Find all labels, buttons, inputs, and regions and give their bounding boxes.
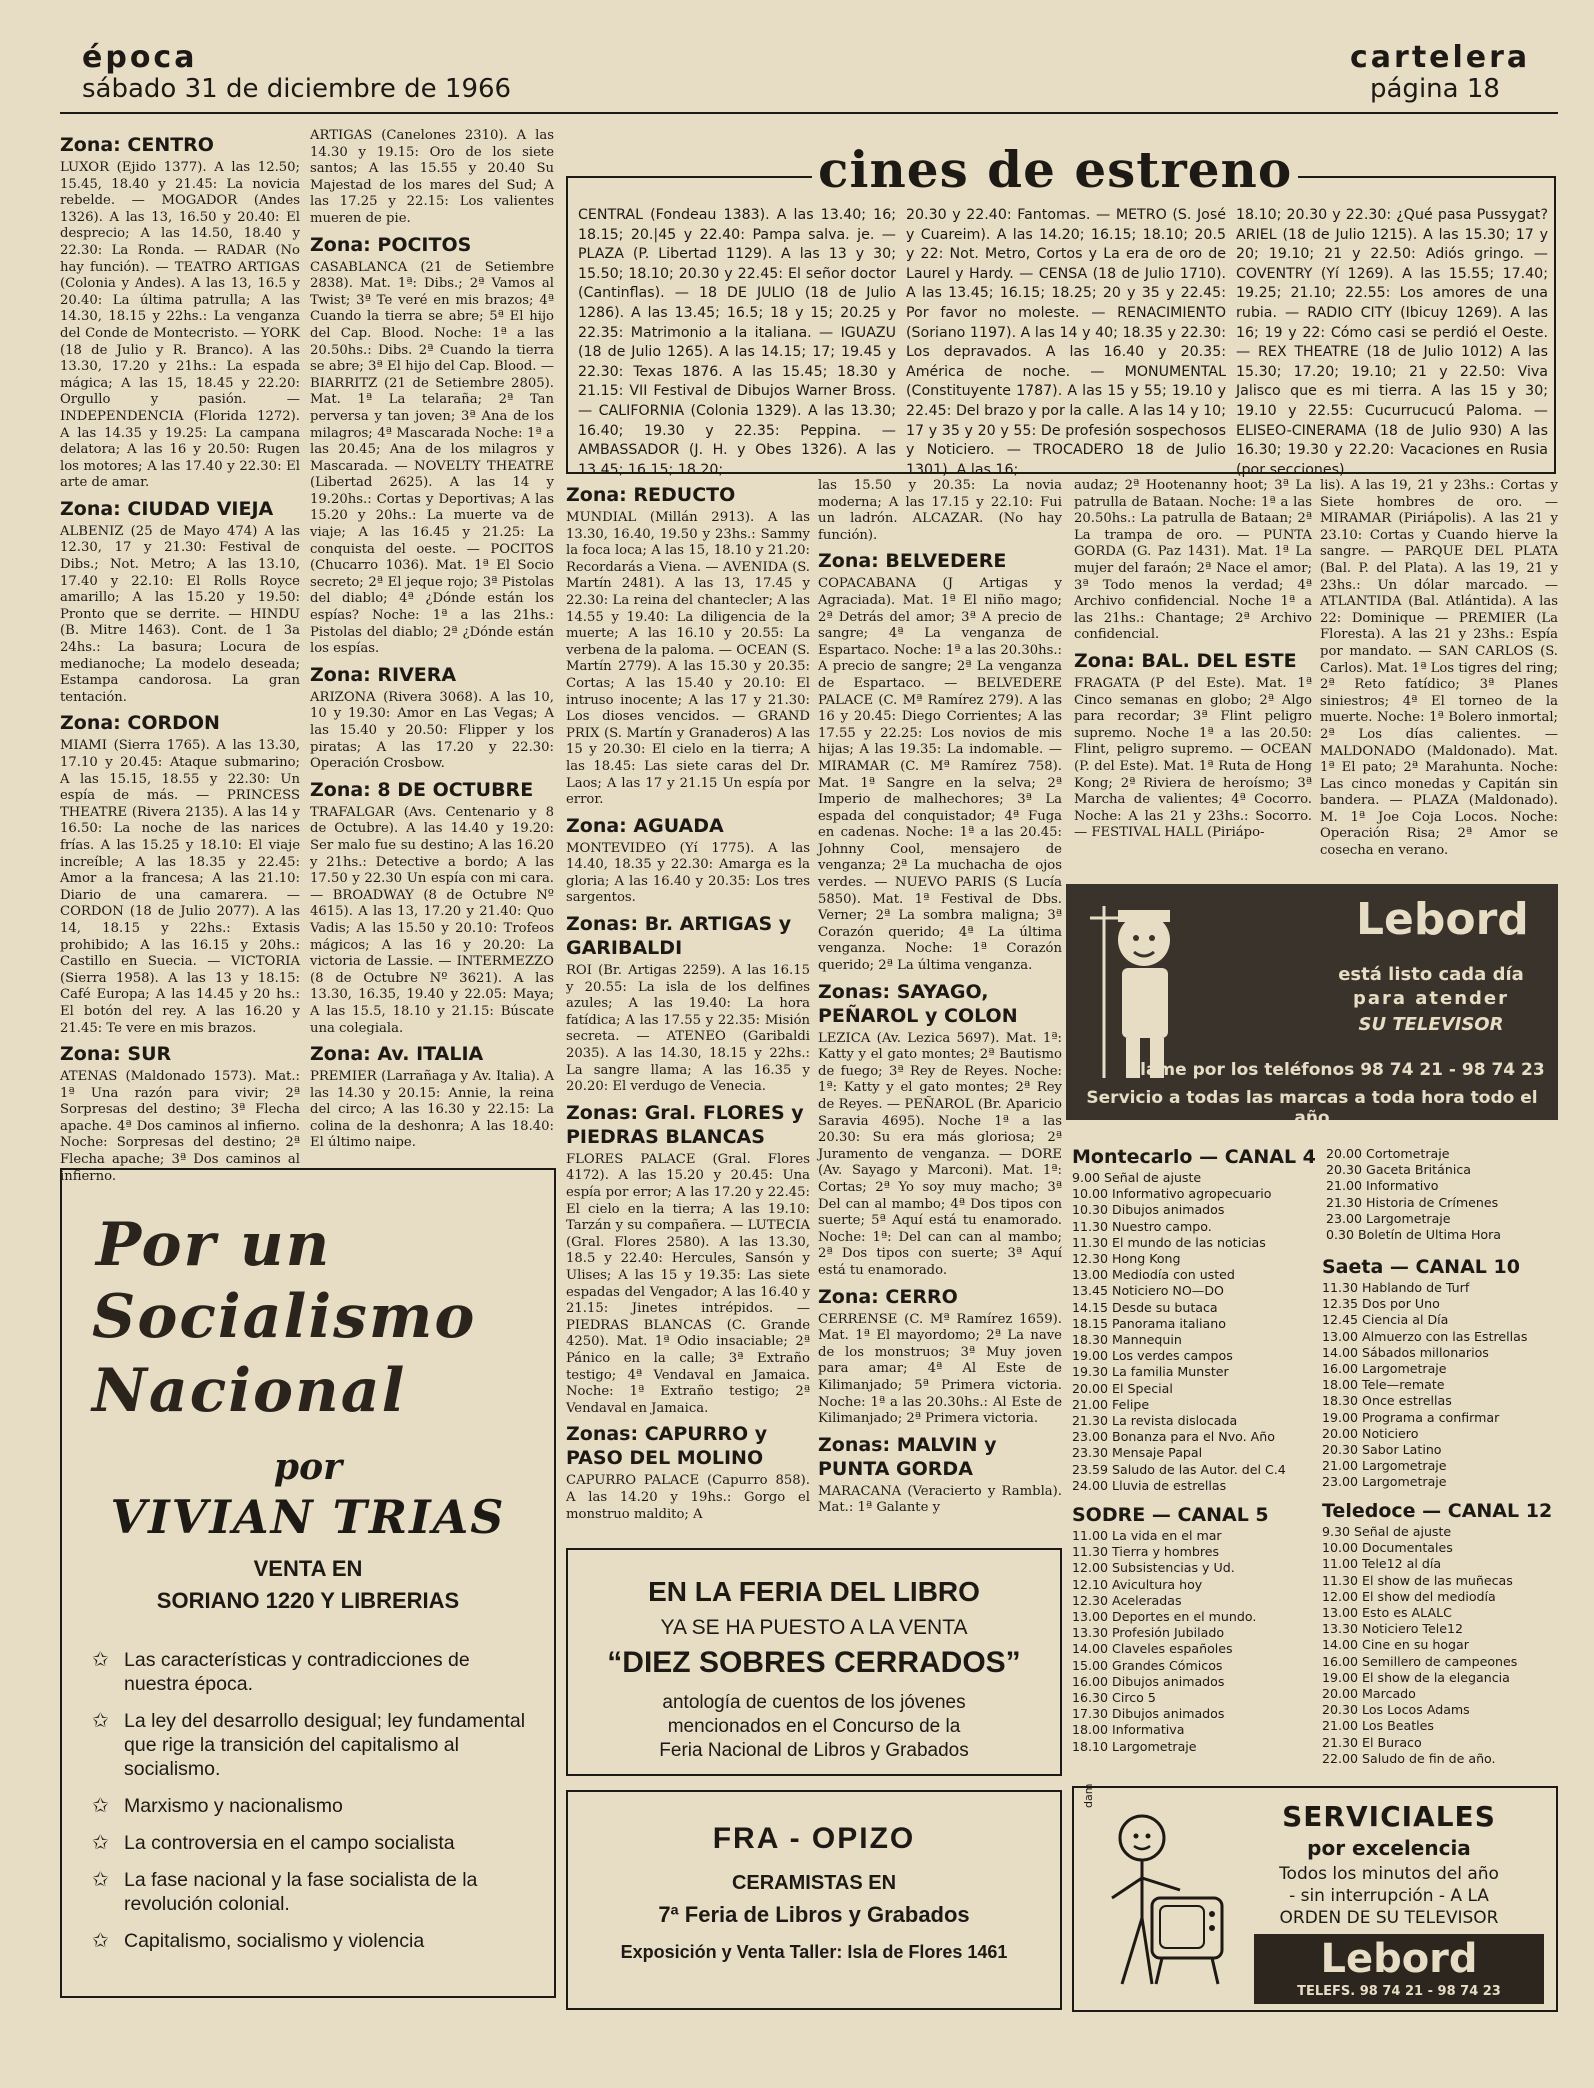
tv-program: 12.00 El show del mediodía [1322,1588,1496,1604]
star-bullet-icon: ✩ [92,1795,109,1817]
tv-program: 19.30 La familia Munster [1072,1364,1229,1380]
tv-program: 18.30 Once estrellas [1322,1393,1452,1409]
lebord-line3: SU TELEVISOR [1358,1014,1504,1035]
cines-estreno-title: cines de estreno [812,140,1298,199]
star-bullet-icon: ✩ [92,1710,109,1732]
tv-program: 11.30 El show de las muñecas [1322,1572,1513,1588]
listing-text: CAPURRO PALACE (Capurro 858). A las 14.20 y 19hs.: Gorgo el monstruo maldito; A [566,1473,810,1522]
tv-program: 18.00 Informativa [1072,1722,1185,1738]
ad-socialismo-line1: Por un [96,1210,332,1280]
tv-program: 12.00 Subsistencias y Ud. [1072,1560,1235,1576]
lebord-phones: Llame por los teléfonos 98 74 21 - 98 74 23 [1129,1060,1545,1080]
tv-channel-title: Saeta — CANAL 10 [1322,1256,1520,1278]
tv-program: 16.00 Dibujos animados [1072,1673,1225,1689]
tv-program: 12.35 Dos por Uno [1322,1296,1440,1312]
cines-col-b: 20.30 y 22.40: Fantomas. — METRO (S. José y Cuareim). A las 14.20; 16.15; 18.10; 20.5 y 22: Not. Metro, Cortos y La era de oro de Laurel y Hardy. — CENSA (18 de Julio 1710). A las 13.45; 16.15; 18.25; 20 y 35 y 22.45: Por favor no moleste. — RENACIMIENTO (Soriano 1197). A las 14 y 40; 18.35 y 22.30: Los depravados. A las 16.40 y 20.35: América de noche. — MONUMENTAL (Constituyente 1787). A las 15 y 55; 19.10 y 22.45: Del brazo y por la calle. A las 14 y 10; 17 y 35 y 20 y 55: De profesión sospechosos y Noticiero. — TROCADERO 18 de Julio 1301). A las 16; [906,207,1226,478]
tv-program: 18.00 Tele—remate [1322,1377,1445,1393]
cines-col-a: CENTRAL (Fondeau 1383). A las 13.40; 16; 18.15; 20.|45 y 22.40: Pampa salva. je. — PLAZA (P. Libertad 1129). A las 13 y 30; 15.50; 18.10; 20.30 y 22.45: El señor doctor (Cantinflas). — 18 DE JULIO (18 de Julio 1286). A las 13.45; 16.5; 18 y 15; 20.25 y 22.35: Matrimonio a la italiana. — IGUAZU (18 de Julio 1265). A las 14.15; 17; 19.45 y 22.30: Texas 1876. A las 15.45; 18.30 y 21.15: VII Festival de Dibujos Warner Bross. — CALIFORNIA (Colonia 1329). A las 13.30; 16.40; 19.30 y 22.35: Peppina. — AMBASSADOR (J. H. y Obes 1326). A las 13.45; 16.15; 18.20; [578,207,896,478]
tv-program: 21.00 Informativo [1326,1178,1439,1194]
ad-socialismo-item-text: Las características y contradicciones de nuestra época. [124,1649,470,1695]
tv-program: 9.00 Señal de ajuste [1072,1170,1202,1185]
ad-socialismo-item-text: Marxismo y nacionalismo [124,1795,343,1817]
tv-program: 20.30 Los Locos Adams [1322,1702,1470,1718]
ad-socialismo-item [92,1831,532,1855]
listing-text: TRAFALGAR (Avs. Centenario y 8 de Octubre). A las 14.40 y 19.20: Ser malo fue su destino; A las 16.20 y 21hs.: Detective a bordo; A las 17.50 y 22.30 Un espía con mi cara. — BROADWAY (8 de Octubre Nº 4615). A las 13, 17.20 y 21.40: Quo Vadis; A las 15.50 y 20.10: Trofeos mágicos; A las 16 y 20.20: La victoria de Lassie. — INTERMEZZO (8 de Octubre Nº 3621). A las 13.30, 16.35, 19.40 y 22.05: Maya; A las 15.5, 18.10 y 21.15: Búscate una colegiala. [310,804,554,1036]
cines-col-c: 18.10; 20.30 y 22.30: ¿Qué pasa Pussygat? ARIEL (18 de Julio 1215). A las 15.30; 17 y 20; 19.10; 21 y 22.50: Adiós gringo. — COVENTRY (Yí 1269). A las 15.55; 17.40; 19.25; 21.10; 22.55: Los amores de una rubia. — RADIO CITY (Ibicuy 1269). A las 16; 19 y 22: Cómo casi se perdió el Oeste. — REX THEATRE (18 de Julio 1012) A las 15.30; 17.20; 19.10; 21 y 22.50: Viva Jalisco que es mi tierra. A las 15 y 30; 19.10 y 22.55: Cucurrucucú Paloma. — ELISEO-CINERAMA (18 de Julio 930) A las 16.30; 19.30 y 22.20: Vacaciones en Rusia (por secciones). [1236,207,1548,478]
zona-heading: Zonas: CAPURRO y PASO DEL MOLINO [566,1423,768,1470]
tv-program: 14.00 Cine en su hogar [1322,1637,1469,1653]
tv-program: 23.00 Largometraje [1326,1210,1451,1226]
masthead-left-title: época [82,40,198,75]
serviciales-phones: TELEFS. 98 74 21 - 98 74 23 [1297,1984,1501,1999]
ad-socialismo-item-text: La ley del desarrollo desigual; ley fundamental que rige la transición del capitalismo al socialismo. [124,1710,526,1780]
listing-text: MIAMI (Sierra 1765). A las 13.30, 17.10 y 20.45: Ataque submarino; A las 15.15, 18.55 y 22.30: Un espía de más. — PRINCESS THEATRE (Rivera 2135). A las 14 y 16.50: La noche de las narices frías. A las 15.25 y 18.10: El viaje increíble; A las 18.35 y 22.45: Amor a la francesa; A las 21.10: Diario de una camarera. — CORDON (18 de Julio 2077). A las 14, 18.15 y 22hs.: Extasis prohibido; A las 16.15 y 20hs.: Castillo en Suecia. — VICTORIA (Sierra 1958). A las 13 y 18.15: Café Europa; A las 14.45 y 20 hs.: El botón del rey. A las 16.20 y 21.45: Te vere en mis brazos. [60,738,300,1036]
tv-canal-4 [1072,1146,1322,1493]
zona-heading: Zonas: SAYAGO, PEÑAROL y COLON [818,980,1018,1027]
tv-canal-12 [1322,1500,1558,1772]
fra-line2: 7ª Feria de Libros y Grabados [658,1902,970,1927]
tv-program: 12.30 Hong Kong [1072,1251,1181,1267]
mascot-illustration [1076,888,1226,1084]
tv-program: 24.00 Lluvia de estrellas [1072,1477,1227,1493]
ad-socialismo-venta2: SORIANO 1220 Y LIBRERIAS [156,1588,460,1613]
tv-program: 19.00 El show de la elegancia [1322,1669,1510,1685]
tv-program: 23.30 Mensaje Papal [1072,1445,1203,1461]
lebord-line1: está listo cada día [1338,964,1524,985]
tv-program: 19.00 Programa a confirmar [1322,1409,1500,1425]
star-bullet-icon: ✩ [92,1832,109,1854]
tv-program: 12.10 Avicultura hoy [1072,1576,1203,1592]
tv-canal-5 [1072,1504,1322,1772]
header-rule [60,112,1558,114]
tv-program: 15.00 Grandes Cómicos [1072,1657,1223,1673]
tv-program: 13.00 Almuerzo con las Estrellas [1322,1328,1528,1344]
serviciales-l2: - sin interrupción - A LA [1289,1886,1489,1906]
tv-program: 11.30 El mundo de las noticias [1072,1234,1266,1250]
tv-program: 13.00 Mediodía con usted [1072,1267,1235,1283]
zona-heading: Zona: CORDON [60,712,220,735]
ad-socialismo-item-text: La controversia en el campo socialista [124,1832,455,1854]
feria-desc2: mencionados en el Concurso de la [667,1716,961,1737]
star-bullet-icon: ✩ [92,1930,109,1952]
zona-heading: Zona: BELVEDERE [818,550,1007,573]
feria-desc1: antología de cuentos de los jóvenes [662,1692,966,1713]
zona-heading: Zonas: MALVIN y PUNTA GORDA [818,1433,997,1480]
feria-desc3: Feria Nacional de Libros y Grabados [659,1740,969,1761]
zona-heading: Zona: CENTRO [60,134,214,156]
zona-heading: Zona: CIUDAD VIEJA [60,497,274,520]
ad-socialismo-line2: Socialismo [92,1282,477,1352]
listing-column-2 [310,128,554,1158]
zona-heading: Zona: Av. ITALIA [310,1043,484,1066]
star-bullet-icon: ✩ [92,1869,109,1891]
tv-program: 16.00 Semillero de campeones [1322,1653,1518,1669]
tv-program: 23.00 Largometraje [1322,1474,1447,1490]
serviciales-l1: Todos los minutos del año [1279,1864,1499,1884]
tv-canal-10 [1322,1256,1558,1492]
tv-program: 16.00 Largometraje [1322,1361,1447,1377]
listing-text: MUNDIAL (Millán 2913). A las 13.30, 16.40, 19.50 y 23hs.: Sammy la foca loca; A las 15, 18.10 y 21.20: Recordarás a Viena. — AVENIDA (S. Martín 2481). A las 13, 17.45 y 22.30: La reina del chantecler; A las 14.55 y 19.40: La diligencia de la muerte; A las 16.10 y 20.55: La verbena de la paloma. — OCEAN (S. Martín 2779). A las 15.30 y 20.35: Cortas; A las 15.40 y 20.10: El intruso inocente; A las 17 y 21.30: Los dioses vencidos. — GRAND PRIX (S. Martín y Granaderos) A las 15 y 20.30: El cielo en la tierra; A las 18.45: Las siete caras del Dr. Laos; A las 17 y 21.15 Un espía por error. [566,510,810,808]
listing-text: MARACANA (Veracierto y Rambla). Mat.: 1ª Galante y [818,1483,1062,1516]
ad-socialismo-item [92,1794,532,1818]
tv-program: 11.30 Hablando de Turf [1322,1280,1470,1295]
fra-title: FRA - OPIZO [712,1822,916,1855]
tv-program: 13.00 Esto es ALALC [1322,1605,1452,1621]
tv-mascot-illustration [1082,1798,1232,1998]
tv-program: 23.59 Saludo de las Autor. del C.4 [1072,1461,1286,1477]
tv-program: 20.30 Gaceta Británica [1326,1162,1471,1178]
tv-program: 11.00 La vida en el mar [1072,1528,1222,1543]
tv-program: 23.00 Bonanza para el Nvo. Año [1072,1429,1275,1445]
tv-canal-4-late [1326,1146,1558,1254]
zona-heading: Zona: SUR [60,1043,172,1066]
listing-text: MONTEVIDEO (Yí 1775). A las 14.40, 18.35 y 22.30: Amarga es la gloria; A las 16.40 y 20.35: Los tres sargentos. [566,840,810,906]
listing-column-4 [818,478,1062,1538]
listing-text: ROI (Br. Artigas 2259). A las 16.15 y 20.55: La isla de los delfines azules; A las 19.40: La hora fatídica; A las 17.55 y 22.35: Misión secreta. — ATENEO (Garibaldi 2035). A las 14.30, 18.15 y 22hs.: La sangre llama; A las 16.35 y 20.20: El verdugo de Venecia. [566,963,810,1095]
zona-heading: Zona: 8 DE OCTUBRE [310,778,534,801]
listing-text: ARTIGAS (Canelones 2310). A las 14.30 y 19.15: Oro de los siete santos; A las 15.55 y 20.40 Su Majestad de los mares del Sud; A las 17.25 y 22.15: Los valientes mueren de pie. [310,128,554,226]
tv-program: 14.15 Desde su butaca [1072,1299,1218,1315]
masthead-right-title: cartelera [1350,40,1531,75]
masthead-page-number: página 18 [1370,74,1500,104]
tv-program: 21.30 El Buraco [1322,1734,1422,1750]
feria-book: “DIEZ SOBRES CERRADOS” [607,1646,1021,1679]
zona-heading: Zonas: Br. ARTIGAS y GARIBALDI [566,913,792,960]
ad-socialismo-item-text: La fase nacional y la fase socialista de la revolución colonial. [124,1869,478,1915]
zona-heading: Zona: REDUCTO [566,484,736,506]
ad-socialismo-nacional [60,1168,556,1998]
listing-column-1 [60,128,300,1184]
tv-channel-title: SODRE — CANAL 5 [1072,1504,1269,1526]
listing-text: PREMIER (Larrañaga y Av. Italia). A las 14.30 y 20.15: Annie, la reina del circo; A las 16.30 y 22.15: La colina de la deshonra; A las 18.40: El último naipe. [310,1069,554,1151]
tv-program: 20.00 Marcado [1322,1686,1416,1702]
listing-text: CASABLANCA (21 de Setiembre 2838). Mat. 1ª: Dibs.; 2ª Vamos al Twist; 3ª Te veré en mis brazos; 4ª Cuando la tierra se abre; 5ª El hijo del Cap. Blood. Noche: 1ª a las 20.50hs.: Dibs. 2ª Cuando la tierra se abre; 3ª El hijo del Cap. Blood. — BIARRITZ (21 de Setiembre 2805). Mat. 1ª La telaraña; 2ª Tan perversa y tan joven; 3ª Ana de los milagros; 4ª Mascarada Noche: 1ª a las 20.45; Ana de los milagros y Mascarada. — NOVELTY THEATRE (Libertad 2625). A las 14 y 19.20hs.: Cortas y Deportivas; A las 15.20 y 20hs.: La muerte va de viaje; A las 16.45 y 21.25: La conquista del oeste. — POCITOS (Chucarro 1036). Mat. 1ª El Socio secreto; 2ª El jeque rojo; 3ª Pistolas del diablo; 4ª ¿Dónde están los espías? Noche: 1ª a las 21hs.: Pistolas del diablo; 2ª ¿Dónde están los espías. [310,259,554,657]
ad-socialismo-list [92,1648,532,1966]
listing-text: audaz; 2ª Hootenanny hoot; 3ª La patrulla de Bataan. Noche: 1ª a las 20.50hs.: La patrulla de Bataan; 2ª La trampa de oro. — PUNTA GORDA (G. Paz 1431). Mat. 1ª La mujer del faraón; 2ª Nace el amor; 3ª Todo menos la verdad; 4ª Archivo confidencial. Noche 1ª a las 21hs.: Chantage; 2ª Archivo confidencial. [1074,478,1312,643]
listing-column-6 [1320,478,1558,858]
zona-heading: Zona: RIVERA [310,663,457,686]
star-bullet-icon: ✩ [92,1649,109,1671]
tv-program: 20.00 Noticiero [1322,1425,1419,1441]
tv-program: 13.45 Noticiero NO—DO [1072,1283,1224,1299]
tv-program: 21.00 Los Beatles [1322,1718,1434,1734]
tv-program: 13.00 Deportes en el mundo. [1072,1609,1257,1625]
tv-program: 21.30 Historia de Crímenes [1326,1194,1499,1210]
ad-socialismo-por: por [273,1446,343,1488]
tv-program: 11.30 Tierra y hombres [1072,1544,1220,1560]
ad-socialismo-item [92,1868,532,1916]
listing-text: ATENAS (Maldonado 1573). Mat.: 1ª Una razón para vivir; 2ª Sorpresas del destino; 3ª Flecha apache. 4ª Dos caminos al infierno. Noche: Sorpresas del destino; 2ª Flecha apache; 3ª Dos caminos al infierno. [60,1069,300,1184]
zona-heading: Zonas: Gral. FLORES y PIEDRAS BLANCAS [566,1101,804,1148]
lebord-brand: Lebord [1356,894,1529,945]
tv-program: 18.10 Largometraje [1072,1738,1197,1754]
ad-socialismo-line3: Nacional [92,1356,407,1426]
tv-program: 9.30 Señal de ajuste [1322,1524,1452,1539]
tv-program: 12.45 Ciencia al Día [1322,1312,1449,1328]
feria-sub: YA SE HA PUESTO A LA VENTA [660,1616,968,1639]
zona-heading: Zona: AGUADA [566,814,724,837]
tv-program: 10.00 Informativo agropecuario [1072,1186,1272,1202]
tv-program: 21.30 La revista dislocada [1072,1413,1238,1429]
tv-program: 17.30 Dibujos animados [1072,1706,1225,1722]
lebord-service: Servicio a todas las marcas a toda hora todo el año [1086,1088,1538,1128]
tv-program: 14.00 Claveles españoles [1072,1641,1233,1657]
tv-program: 16.30 Circo 5 [1072,1690,1156,1706]
serviciales-sub: por excelencia [1307,1836,1471,1860]
serviciales-title: SERVICIALES [1282,1800,1496,1833]
ad-fra-opizo [566,1790,1062,2010]
lebord-line2: para atender [1352,988,1510,1009]
ad-socialismo-item [92,1648,532,1696]
zona-heading: Zona: BAL. DEL ESTE [1074,649,1297,672]
serviciales-tag: dam [1082,1783,1095,1808]
serviciales-brand-box [1254,1934,1544,2004]
tv-program: 10.00 Documentales [1322,1540,1453,1556]
tv-program: 14.00 Sábados millonarios [1322,1344,1489,1360]
tv-program: 13.30 Profesión Jubilado [1072,1625,1225,1641]
ad-socialismo-venta1: VENTA EN [253,1556,363,1581]
tv-program: 19.00 Los verdes campos [1072,1348,1233,1364]
feria-title: EN LA FERIA DEL LIBRO [648,1576,980,1607]
tv-program: 11.30 Nuestro campo. [1072,1218,1212,1234]
listing-text: COPACABANA (J Artigas y Agraciada). Mat. 1ª El niño mago; 2ª Detrás del amor; 3ª A precio de sangre; 4ª La venganza de Espartaco. Noche: 1ª a las 20.30hs.: A precio de sangre; 2ª La venganza de Espartaco. — BELVEDERE PALACE (C. Mª Ramírez 279). A las 16 y 20.45: Diego Corrientes; A las 17.55 y 22.25: Los novios de mis hijas; A las 19.35: La indomable. — MIRAMAR (C. Mª Ramírez 758). Mat. 1ª Sangre en la selva; 2ª Imperio de malhechores; 3ª La espada del conquistador; 4ª Fuga en cadenas. Noche: 1ª a las 20.45: Johnny Cool, mensajero de venganza; 2ª La muchacha de ojos verdes. — NUEVO PARIS (S Lucía 5850). Mat. 1ª Festival de Dbs. Verner; 2ª La sombra maligna; 3ª Corazón querido; 4ª La última venganza. Noche: 1ª Corazón querido; 2ª La última venganza. [818,576,1062,974]
tv-program: 21.00 Felipe [1072,1396,1150,1412]
tv-program: 20.00 Cortometraje [1326,1146,1450,1161]
serviciales-brand: Lebord [1320,1936,1478,1982]
ad-socialismo-item [92,1929,532,1953]
listing-text: las 15.50 y 20.35: La novia moderna; A las 17.15 y 22.10: Fui un ladrón. ALCAZAR. (No hay función). [818,478,1062,543]
masthead-date: sábado 31 de diciembre de 1966 [82,74,512,104]
tv-program: 18.30 Mannequin [1072,1332,1182,1348]
serviciales-l3: ORDEN DE SU TELEVISOR [1279,1908,1499,1928]
tv-program: 18.15 Panorama italiano [1072,1315,1226,1331]
fra-line3: Exposición y Venta Taller: Isla de Flores 1461 [620,1942,1008,1962]
tv-channel-title: Montecarlo — CANAL 4 [1072,1146,1316,1168]
tv-program: 22.00 Saludo de fin de año. [1322,1750,1496,1766]
ad-feria-del-libro [566,1548,1062,1776]
ad-socialismo-item-text: Capitalismo, socialismo y violencia [124,1930,425,1952]
listing-text: LEZICA (Av. Lezica 5697). Mat. 1ª: Katty y el gato montes; 2ª Bautismo de fuego; 3ª Rey de Reyes. Noche: 1ª: Katty y el gato montes; 2ª Rey de Reyes. — PEÑAROL (Br. Aparicio Saravia 4695). Noche 1ª a las 20.30: Su era más gloriosa; 2ª Juramento de venganza. — DORE (Av. Sayago y Marconi). Mat. 1ª: Cortas; 2ª Yo soy muy macho; 3ª Del can al mambo; 4ª Dos tipos con suerte; 5ª Aquí está tu enamorado. Noche: 1ª: Del can can al mambo; 2ª Dos tipos con suerte; 3ª Aquí está tu enamorado. [818,1030,1062,1278]
tv-program: 0.30 Boletín de Ultima Hora [1326,1227,1502,1243]
listing-text: CERRENSE (C. Mª Ramírez 1659). Mat. 1ª El mayordomo; 2ª La nave de los monstruos; 3ª Muy joven para amar; 4ª Al Este de Kilimanjado; 5ª Primera victoria. Noche: 1ª a las 20.30hs.: Al Este de Kilimanjado; 2ª Primera victoria. [818,1311,1062,1427]
ad-socialismo-item [92,1709,532,1781]
tv-channel-title: Teledoce — CANAL 12 [1322,1500,1553,1522]
zona-heading: Zona: POCITOS [310,233,472,256]
fra-line1: CERAMISTAS EN [731,1872,897,1894]
tv-program: 20.00 El Special [1072,1380,1173,1396]
listing-column-5 [1074,478,1312,841]
ad-lebord-1 [1066,884,1558,1128]
ad-lebord-serviciales [1072,1783,1558,2012]
tv-program: 11.00 Tele12 al día [1322,1556,1442,1572]
tv-program: 20.30 Sabor Latino [1322,1442,1442,1458]
listing-text: ALBENIZ (25 de Mayo 474) A las 12.30, 17 y 21.30: Festival de Dibs.; Not. Metro; A las 13.10, 17.40 y 22.10: El Rolls Royce amarillo; A las 15.20 y 19.50: Pronto que se derrite. — HINDU (B. Mitre 1463). Cont. de 1 3a 24hs.: La basura; Locura de medianoche; La modelo deseada; Estampa candorosa. La gran tentación. [60,523,300,705]
listing-text: FRAGATA (P del Este). Mat. 1ª Cinco semanas en globo; 2ª Algo para recordar; 3ª Flint peligro supremo. Noche 1ª a las 20.50: Flint, peligro supremo. — OCEAN (P. del Este). Mat. 1ª Ruta de Hong Kong; 2ª Riviera de heroísmo; 3ª Marcha de valientes; 4ª Cocorro. Noche: A las 21 y 23hs.: Socorro. — FESTIVAL HALL (Piriápo- [1074,675,1312,841]
zona-heading: Zona: CERRO [818,1285,958,1308]
listing-text: FLORES PALACE (Gral. Flores 4172). A las 15.20 y 20.45: Una espía por error; A las 17.20 y 22.45: El cielo en la tierra; A las 19.10: Tarzán y su compañera. — LUTECIA (Gral. Flores 2580). A las 13.30, 18.5 y 22.40: Hercules, Sansón y Ulises; A las 15 y 19.35: Las siete espadas del Vengador; A las 16.40 y 21.15: Jinetes intrépidos. — PIEDRAS BLANCAS (C. Grande 4250). Mat. 1ª Odio insaciable; 2ª Pánico en la calle; 3ª Extraño testigo; 4ª Vendaval en Jamaica. Noche: 1ª Extraño testigo; 2ª Vendaval en Jamaica. [566,1151,810,1416]
ad-socialismo-author: VIVIAN TRIAS [110,1490,506,1544]
listing-text: LUXOR (Ejido 1377). A las 12.50; 15.45, 18.40 y 21.45: La novicia rebelde. — MOGADOR (Andes 1326). A las 13, 16.50 y 20.40: El desprecio; A las 14.50, 18.40 y 22.30: La Ronda. — RADAR (No hay función). — TEATRO ARTIGAS (Colonia y Andes). A las 13, 16.5 y 20.40: La última patrulla; A las 14.30, 18.15 y 22hs.: La venganza del Conde de Montecristo. — YORK (18 de Julio y R. Branco). A las 13.30, 17.20 y 21hs.: La espada mágica; A las 15, 18.45 y 22.20: Orgullo y pasión. — INDEPENDENCIA (Florida 1272). A las 14.35 y 19.25: La campana delatora; A las 16 y 20.50: Rugen los motores; A las 17.40 y 22.30: El arte de amar. [60,160,300,491]
tv-program: 10.30 Dibujos animados [1072,1202,1225,1218]
listing-text: ARIZONA (Rivera 3068). A las 10, 10 y 19.30: Amor en Las Vegas; A las 15.40 y 20.50: Flipper y los piratas; A las 17.20 y 22.30: Operación Crosbow. [310,689,554,772]
tv-program: 12.30 Aceleradas [1072,1592,1182,1608]
listing-text: lis). A las 19, 21 y 23hs.: Cortas y Siete hombres de oro. — MIRAMAR (Piriápolis). A las 21 y 23.10: Cortas y Cuando hierve la sangre. — PARQUE DEL PLATA (Bal. P. del Plata). A las 19, 21 y 23hs.: Un dólar marcado. — ATLANTIDA (Bal. Atlántida). A las 22: Dominique — PREMIER (La Floresta). A las 21 y 23hs.: Espía por mandato. — SAN CARLOS (S. Carlos). Mat. 1ª Los tigres del ring; 2ª Reto fatídico; 3ª Planes siniestros; 4ª El torneo de la muerte. Noche: 1ª Bolero inmortal; 2ª Los días calientes. — MALDONADO (Maldonado). Mat. 1ª El pato; 2ª Marahunta. Noche: Las cinco monedas y Capitán sin bandera. — PLAZA (Maldonado). M. 1ª Joe Coja Locos. Noche: Operación Risa; 2ª Amor se cosecha en verano. [1320,478,1558,859]
tv-program: 13.30 Noticiero Tele12 [1322,1621,1463,1637]
tv-program: 21.00 Largometraje [1322,1458,1447,1474]
listing-column-3 [566,478,810,1538]
